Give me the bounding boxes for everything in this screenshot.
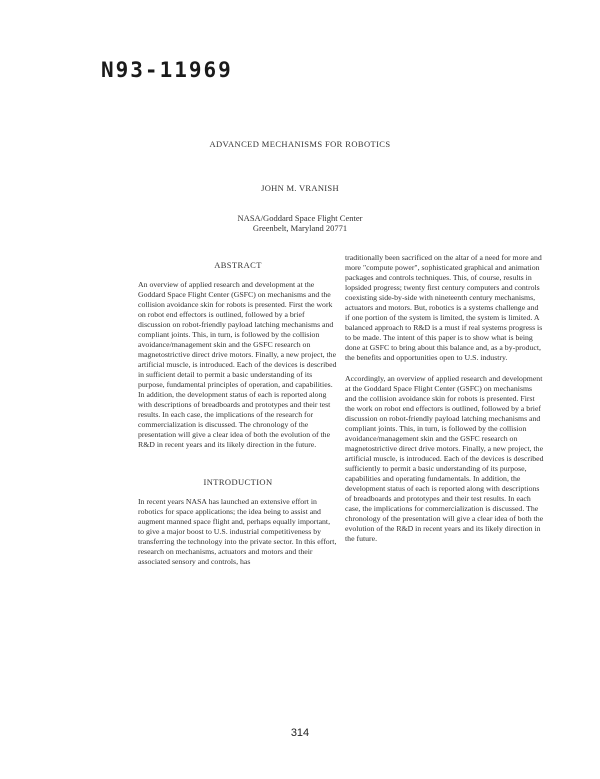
left-column <box>138 260 338 567</box>
abstract-body: An overview of applied research and development at the Goddard Space Flight Center (GSFC) on mechanisms and the collision avoidance skin for robots is presented. First the work on robot end effectors is outlined, followed by a brief discussion on robot-friendly payload latching mechanisms and compliant joints. This, in turn, is followed by the collision avoidance/management skin and the GSFC research on magnetostrictive direct drive motors. Finally, a new project, the artificial muscle, is introduced. Each of the devices is described in sufficient detail to permit a basic understanding of its purpose, fundamental principles of operation, and capabilities. In addition, the development status of each is reported along with descriptions of breadboards and prototypes and their test results. In each case, the implications of the research for commercialization is discussed. The chronology of the presentation will give a clear idea of both the evolution of the R&D in recent years and its likely direction in the future. <box>138 280 337 449</box>
right-paragraph-1: traditionally been sacrificed on the altar of a need for more and more "compute power", sophisticated graphical and animation packages and controls techniques. This, of course, results in lopsided progress; twenty first century computers and controls coexisting side-by-side with nineteenth century mechanisms, actuators and motors. But, robotics is a systems challenge and if one portion of the system is limited, the system is limited. A balanced approach to R&D is a must if real systems progress is to be made. The intent of this paper is to show what is being done at GSFC to bring about this balance and, as a by-product, the benefits and opportunities open to U.S. industry. <box>345 253 543 362</box>
author-name: JOHN M. VRANISH <box>261 183 339 193</box>
right-paragraph-2: Accordingly, an overview of applied research and development at the Goddard Space Flight Center (GSFC) on mechanisms and the collision avoidance skin for robots is presented. First the work on robot end effectors is outlined, followed by a brief discussion on robot-friendly payload latching mechanisms and compliant joints. This, in turn, is followed by the collision avoidance/management skin and the GSFC research on magnetostrictive direct drive motors. Finally, a new project, the artificial muscle, is introduced. Each of the devices is described sufficiently to permit a basic understanding of its purpose, capabilities and operating fundamentals. In addition, the development status of each is reported along with descriptions of breadboards and prototypes and their test results. In each case, the implications for commercialization is discussed. The chronology of the presentation will give a clear idea of both the evolution of the R&D in recent years and its likely direction in the future. <box>345 374 544 543</box>
page-number: 314 <box>290 727 310 739</box>
affiliation-location: Greenbelt, Maryland 20771 <box>252 223 348 233</box>
paper-title: ADVANCED MECHANISMS FOR ROBOTICS <box>209 139 391 149</box>
introduction-heading: INTRODUCTION <box>203 477 273 487</box>
scan-stamp: N93-11969 <box>101 58 233 82</box>
right-column <box>345 253 545 544</box>
abstract-heading: ABSTRACT <box>214 260 262 270</box>
affiliation-organization: NASA/Goddard Space Flight Center <box>237 213 363 223</box>
author-affiliation <box>0 213 600 233</box>
introduction-body: In recent years NASA has launched an extensive effort in robotics for space applications; the idea being to assist and augment manned space flight and, perhaps equally important, to give a major boost to U.S. industrial competitiveness by transferring the technology into the private sector. In this effort, research on mechanisms, actuators and motors and their associated sensory and controls, has <box>138 497 337 566</box>
